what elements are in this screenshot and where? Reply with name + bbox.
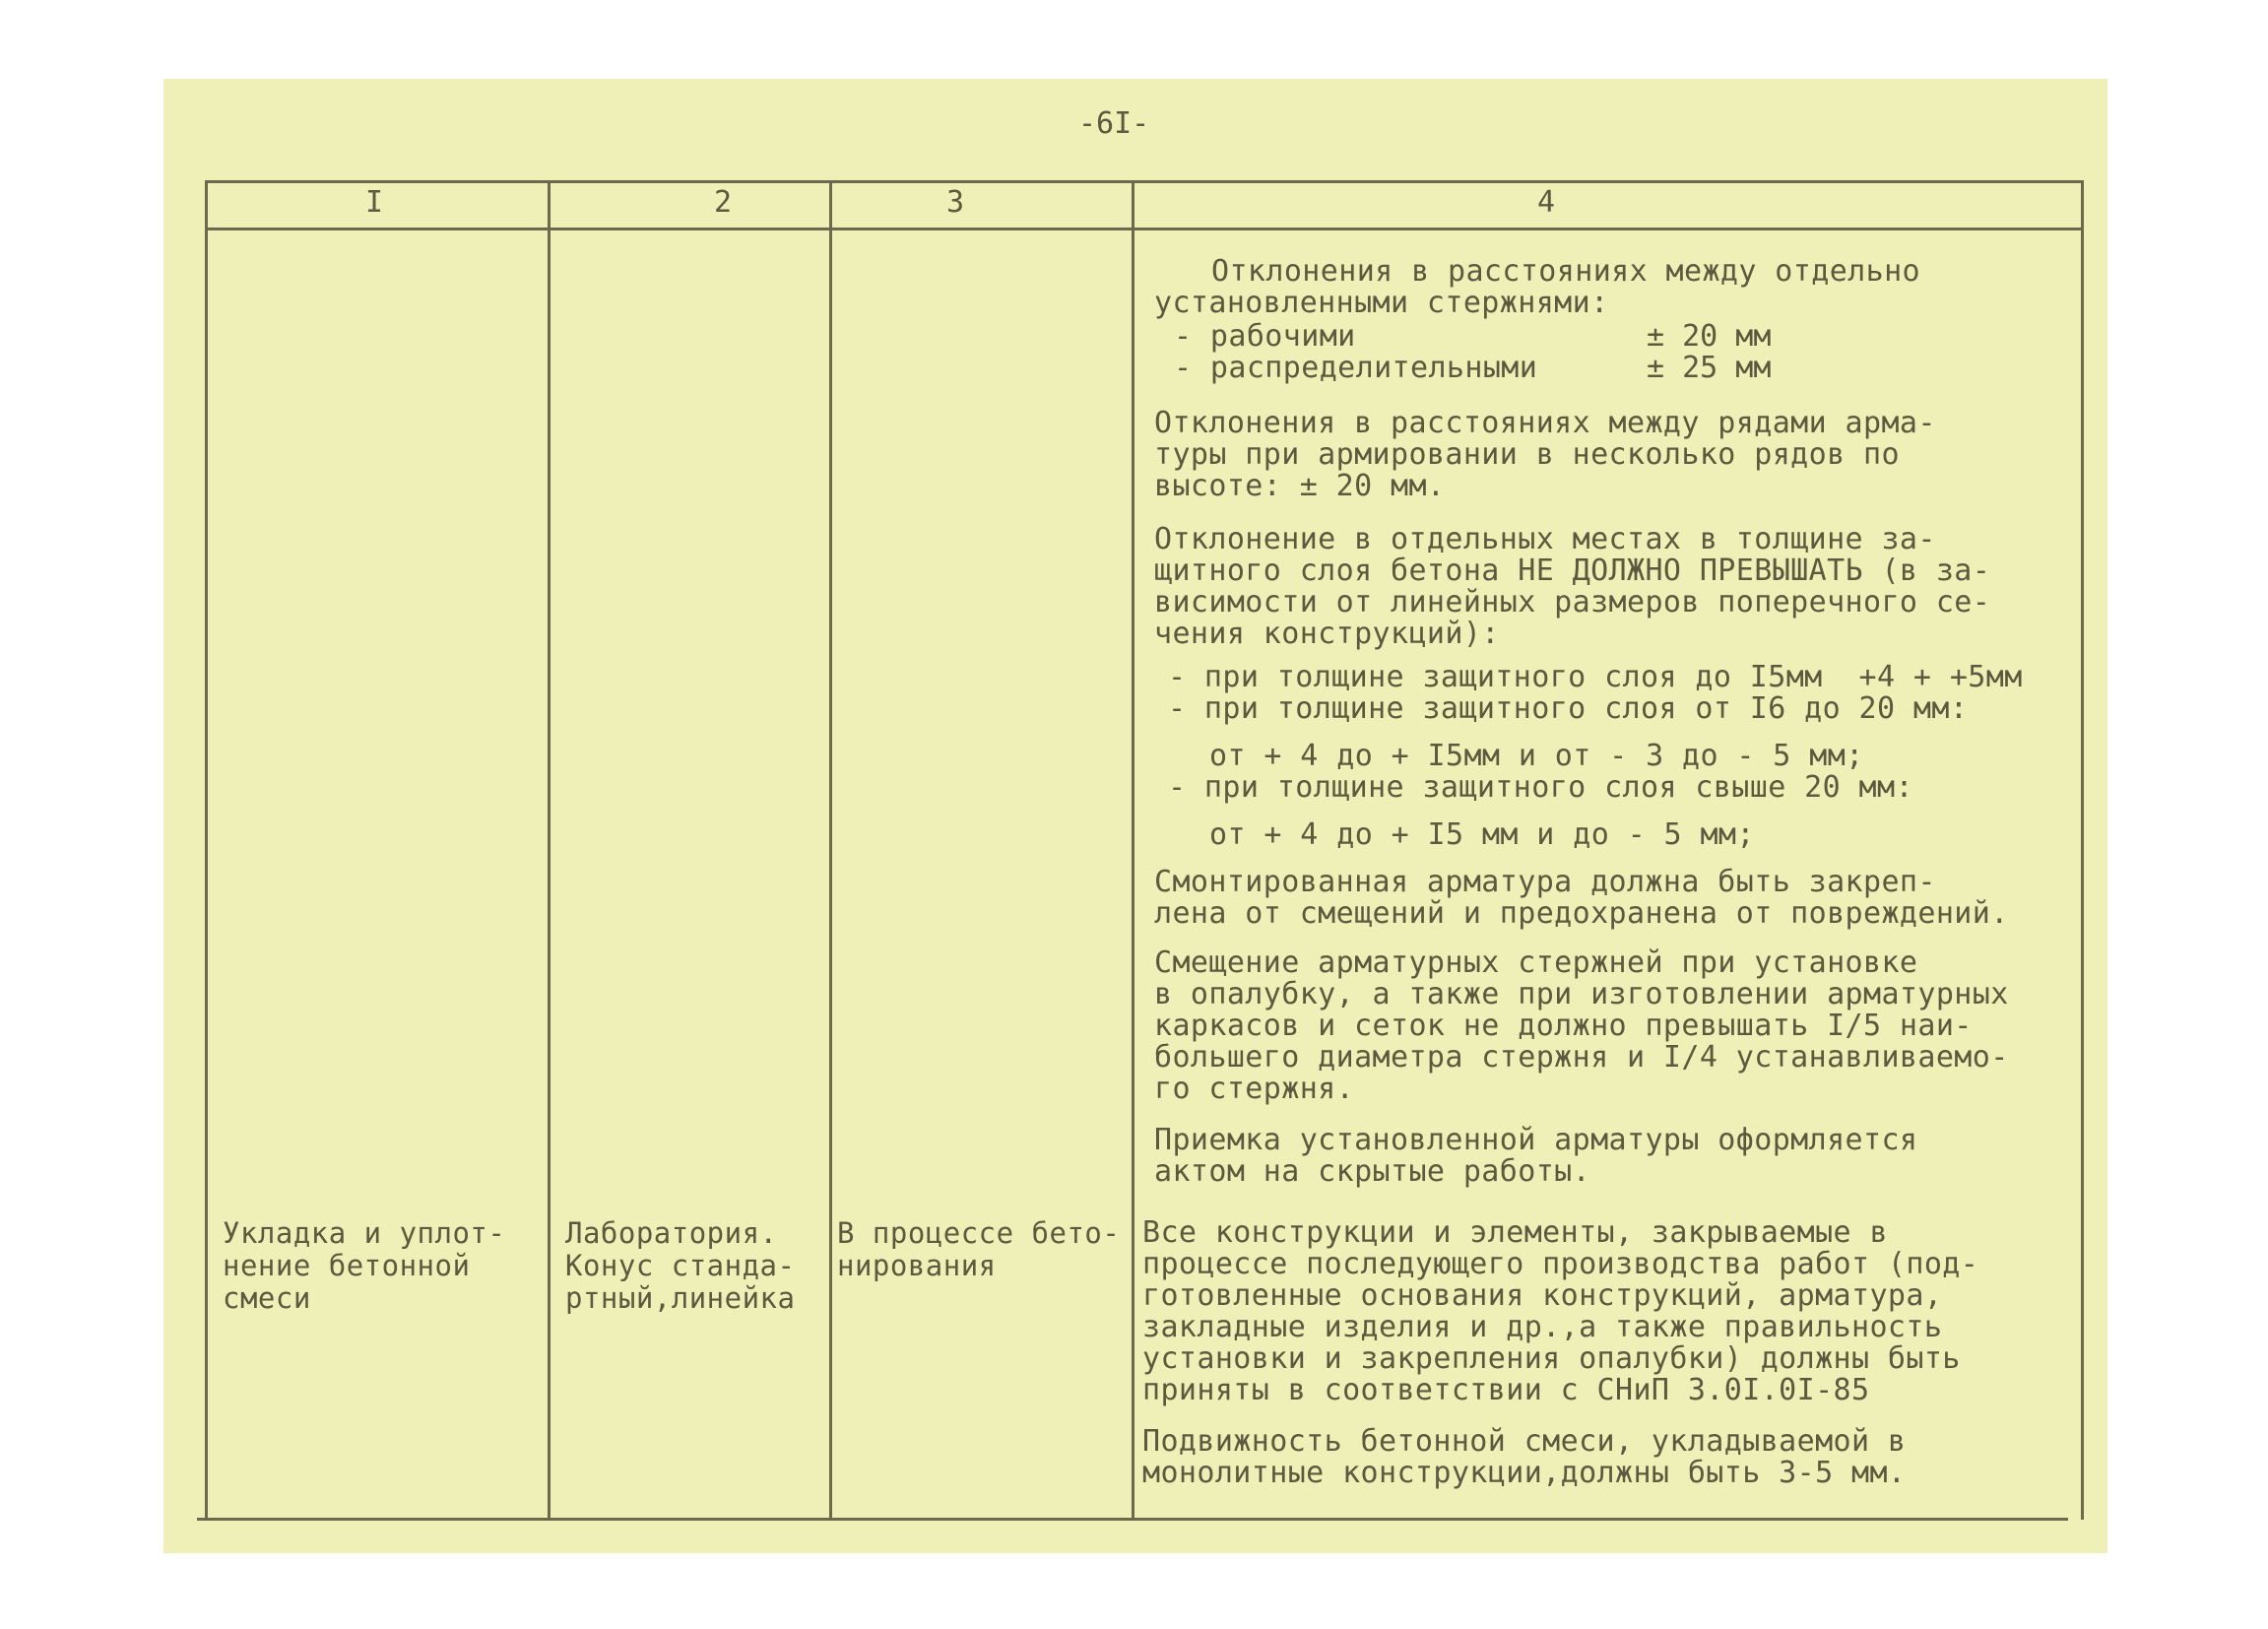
cover-deviation-paragraph: Отклонение в отдельных местах в толщине за- щитного слоя бетона НЕ ДОЛЖНО ПРЕВЫШАТЬ (в за- висимости от линейных размеров поперечного се- чения конструкций): [1154,522,1991,651]
deviation-paragraph-line1: Отклонения в расстояниях между отдельно [1211,254,1920,289]
row2-requirements-paragraph-1: Все конструкции и элементы, закрываемые в процессе последующего производства работ (под- готовленные основания конструкций, арматура, закладные изделия и др.,а также правильность установки и закрепления опалубки) должны быть приняты в соответствии с СНиП 3.0I.0I-85 [1142,1215,1979,1407]
distribution-bars-tolerance: ± 25 мм [1647,351,1772,385]
fixing-paragraph: Смонтированная арматура должна быть закреп- лена от смещений и предохранена от повреждений. [1154,865,2009,931]
deviation-paragraph-line2: установленными стержнями: [1154,286,1609,320]
working-bars-item: - рабочими [1174,319,1356,354]
acceptance-paragraph: Приемка установленной арматуры оформляется актом на скрытые работы. [1154,1123,1918,1189]
row2-control-method: Лаборатория. Конус станда- ртный,линейка [565,1216,796,1315]
table-left-border [205,180,208,1520]
cover-bullet-1: - при толщине защитного слоя до I5мм +4 + +5мм [1168,660,2023,694]
column-divider-1 [548,180,551,1520]
cover-bullet-2-range: от + 4 до + I5мм и от - 3 до - 5 мм; [1209,739,1864,773]
column-header-4: 4 [1536,185,1556,220]
cover-bullet-2: - при толщине защитного слоя от I6 до 20 мм: [1168,691,1969,726]
column-divider-2 [829,180,832,1520]
row-spacing-paragraph: Отклонения в расстояниях между рядами арма- туры при армировании в несколько рядов по высоте: ± 20 мм. [1154,406,1936,503]
column-header-2: 2 [713,185,733,220]
row2-work-type: Укладка и уплот- нение бетонной смеси [223,1216,506,1315]
working-bars-tolerance: ± 20 мм [1647,319,1772,354]
column-header-3: 3 [945,185,965,220]
column-divider-3 [1132,180,1134,1520]
page-number: -6I- [1078,106,1150,141]
cover-bullet-3-range: от + 4 до + I5 мм и до - 5 мм; [1209,817,1755,852]
row2-control-time: В процессе бето- нирования [837,1216,1121,1282]
header-bottom-border [205,228,2084,230]
distribution-bars-item: - распределительными [1174,351,1538,385]
table-right-border [2081,180,2084,1520]
row2-requirements-paragraph-2: Подвижность бетонной смеси, укладываемой в монолитные конструкции,должны быть 3-5 мм. [1142,1424,1907,1490]
displacement-paragraph: Смещение арматурных стержней при установке в опалубку, а также при изготовлении арматурных каркасов и сеток не должно превышать I/5 наи- большего диаметра стержня и I/4 устанавливаемо- го стержня. [1154,945,2009,1106]
column-header-1: I [364,185,384,220]
cover-bullet-3: - при толщине защитного слоя свыше 20 мм: [1168,770,1913,805]
table-top-border [205,180,2084,183]
